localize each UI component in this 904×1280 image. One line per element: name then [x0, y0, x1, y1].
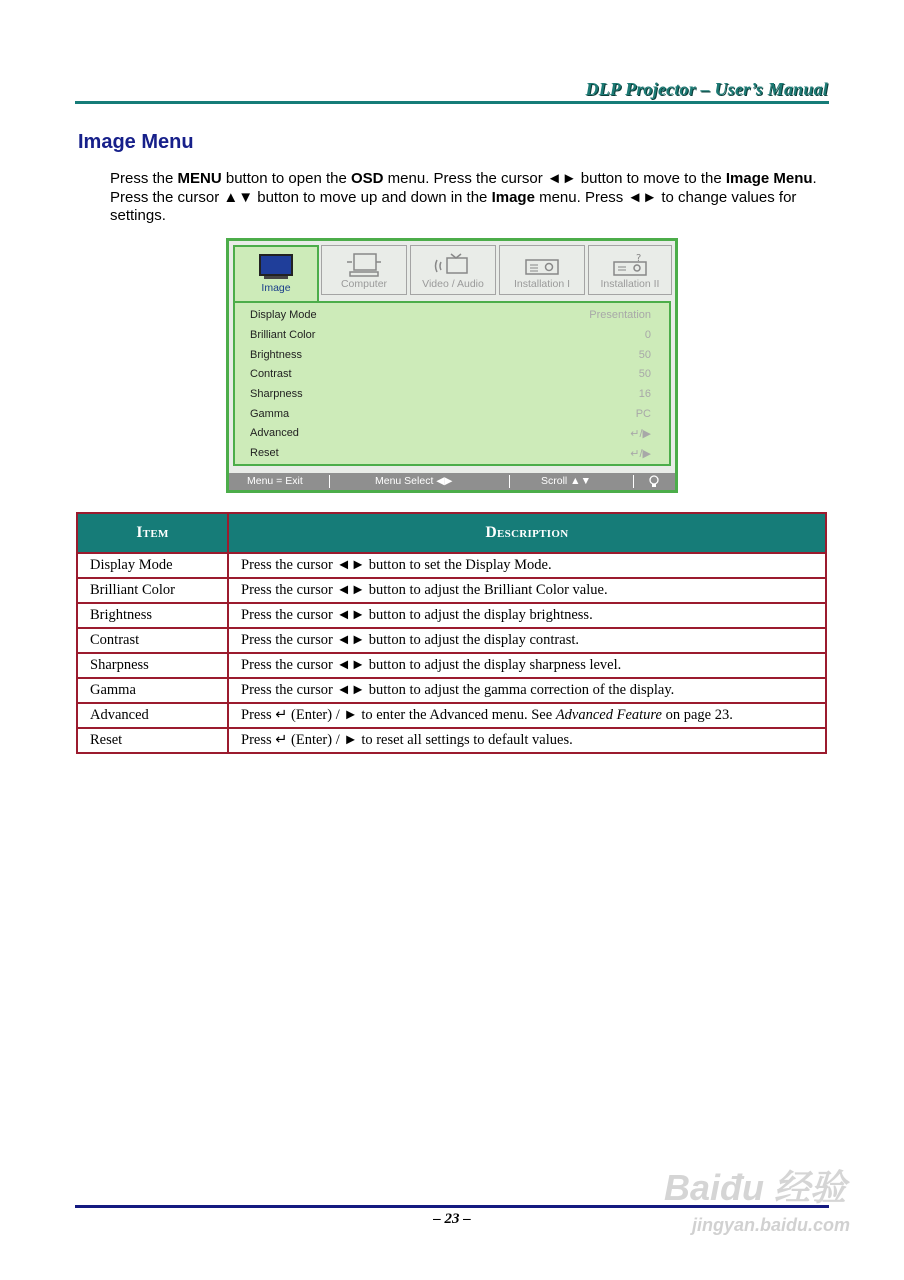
osd-row-label: Advanced: [250, 427, 299, 439]
osd-footer-bar: [229, 473, 675, 490]
header-divider: [75, 101, 829, 104]
osd-row-label: Brightness: [250, 349, 302, 361]
osd-footer-separator: [509, 475, 510, 488]
osd-tab-label: Computer: [340, 278, 388, 290]
projector-icon: [522, 252, 562, 280]
table-row: [77, 603, 826, 628]
osd-row-label: Display Mode: [250, 309, 317, 321]
lightbulb-icon: [649, 475, 659, 488]
table-row: [77, 628, 826, 653]
table-header-item: Item: [77, 513, 228, 553]
cross-reference-link[interactable]: Advanced Feature: [555, 707, 662, 723]
table-cell-description: Press the cursor ◄► button to adjust the gamma correction of the display.: [228, 678, 826, 703]
table-row: [77, 653, 826, 678]
osd-settings-panel: [233, 301, 671, 466]
osd-row-reset: [250, 447, 651, 466]
watermark-url: jingyan.baidu.com: [691, 1215, 850, 1235]
osd-tab-label: Installation I: [513, 278, 571, 290]
osd-row-value: ↵/▶: [630, 428, 651, 440]
osd-row-advanced: [250, 427, 651, 446]
table-header-row: [77, 513, 826, 553]
intro-bold: Image: [491, 188, 535, 206]
computer-icon: [345, 252, 383, 280]
svg-text:?: ?: [636, 253, 642, 264]
intro-paragraph: [110, 170, 830, 226]
osd-screenshot: [226, 238, 678, 493]
osd-tab-label: Image: [261, 282, 291, 294]
projector-question-icon: [610, 252, 650, 280]
table-row: [77, 578, 826, 603]
osd-footer-separator: [633, 475, 634, 488]
osd-row-value: 50: [638, 368, 651, 380]
osd-footer-scroll: Scroll ▲▼: [541, 475, 591, 487]
desc-text: Press ↵ (Enter) / ► to enter the Advanced menu. See: [241, 707, 556, 723]
intro-bold: Image Menu: [725, 170, 813, 187]
intro-text: menu. Press the cursor ◄► button to move to the: [383, 170, 726, 187]
table-header-description: Description: [228, 513, 826, 553]
table-cell-description: Press the cursor ◄► button to adjust the display sharpness level.: [228, 653, 826, 678]
table-cell-item: Advanced: [77, 703, 228, 728]
table-cell-description: Press the cursor ◄► button to adjust the Brilliant Color value.: [228, 578, 826, 603]
osd-tab-installation-2: [588, 245, 672, 295]
osd-row-label: Brilliant Color: [250, 329, 316, 341]
osd-row-label: Sharpness: [250, 388, 303, 400]
osd-row-display-mode: [250, 309, 651, 328]
osd-row-label: Contrast: [250, 368, 292, 380]
table-cell-description: [228, 703, 826, 728]
osd-row-value: 0: [644, 329, 651, 341]
osd-row-value: ↵/▶: [630, 448, 651, 460]
osd-tab-installation-1: [499, 245, 585, 295]
intro-text: . Press the cursor ▲▼ button to move up and down in the: [110, 170, 817, 206]
desc-text: on page 23.: [661, 707, 733, 723]
table-row: [77, 678, 826, 703]
intro-text: menu. Press ◄► to change values for settings.: [110, 188, 797, 224]
document-header-title: DLP Projector – User’s Manual: [585, 79, 828, 99]
osd-row-label: Gamma: [250, 408, 290, 420]
osd-row-gamma: [250, 408, 651, 427]
osd-row-brightness: [250, 349, 651, 368]
osd-footer-exit: Menu = Exit: [247, 475, 303, 487]
intro-bold: MENU: [177, 170, 222, 187]
osd-tab-video-audio: [410, 245, 496, 295]
table-cell-item: Brilliant Color: [77, 578, 228, 603]
image-menu-table: [76, 512, 827, 754]
table-cell-description: Press ↵ (Enter) / ► to reset all settings to default values.: [228, 728, 826, 753]
intro-bold: OSD: [350, 170, 384, 187]
osd-row-value: PC: [635, 408, 651, 420]
table-row: [77, 703, 826, 728]
osd-row-value: Presentation: [589, 309, 651, 321]
osd-footer-separator: [329, 475, 330, 488]
osd-row-label: Reset: [250, 447, 279, 459]
table-cell-item: Gamma: [77, 678, 228, 703]
monitor-icon: [258, 253, 294, 281]
osd-body: [229, 241, 675, 490]
table-cell-item: Sharpness: [77, 653, 228, 678]
table-row: [77, 553, 826, 578]
table-row: [77, 728, 826, 753]
osd-row-brilliant-color: [250, 329, 651, 348]
table-cell-item: Display Mode: [77, 553, 228, 578]
osd-row-sharpness: [250, 388, 651, 407]
osd-row-contrast: [250, 368, 651, 387]
osd-tab-image: [233, 245, 319, 306]
intro-text: button to open the: [221, 170, 351, 187]
watermark-logo: Baiđu 经验: [663, 1167, 846, 1208]
osd-row-value: 16: [638, 388, 651, 400]
table-cell-item: Brightness: [77, 603, 228, 628]
page-number: – 23 –: [433, 1211, 471, 1227]
section-heading: Image Menu: [78, 131, 194, 153]
intro-text: Press the: [110, 170, 178, 187]
table-cell-description: Press the cursor ◄► button to adjust the display brightness.: [228, 603, 826, 628]
osd-footer-select: Menu Select ◀▶: [375, 475, 453, 487]
table-cell-item: Contrast: [77, 628, 228, 653]
osd-tab-label: Installation II: [600, 278, 660, 290]
table-cell-description: Press the cursor ◄► button to adjust the display contrast.: [228, 628, 826, 653]
table-cell-item: Reset: [77, 728, 228, 753]
video-audio-icon: [433, 252, 473, 280]
table-cell-description: Press the cursor ◄► button to set the Display Mode.: [228, 553, 826, 578]
osd-tab-computer: [321, 245, 407, 295]
osd-row-value: 50: [638, 349, 651, 361]
osd-tab-label: Video / Audio: [422, 278, 484, 290]
